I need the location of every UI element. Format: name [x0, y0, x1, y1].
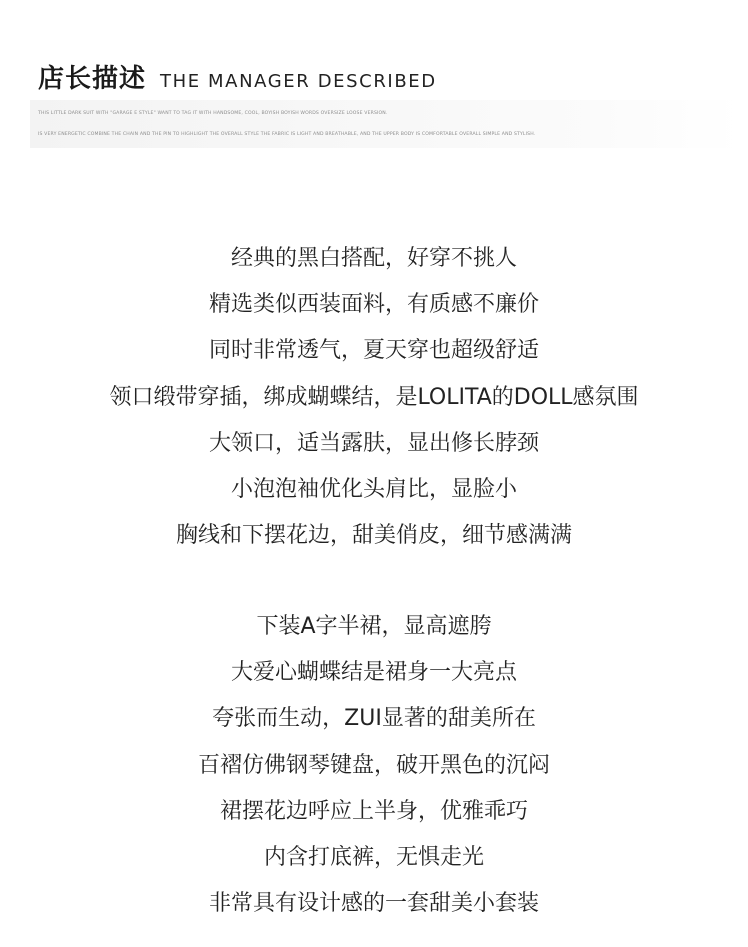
description-line: 百褶仿佛钢琴键盘，破开黑色的沉闷 — [197, 752, 550, 778]
top-description-block — [0, 236, 748, 559]
section-title-english: THE MANAGER DESCRIBED — [160, 71, 437, 92]
fine-print-line-2: IS VERY ENERGETIC COMBINE THE CHAIN AND THE PIN TO HIGHLIGHT THE OVERALL STYLE THE FABRIC IS LIGHT AND BREATHABLE, AND THE UPPER BODY IS COMFORTABLE OVERALL SIMPLE AND STYLISH. — [38, 132, 536, 137]
fine-print-line-1: THIS LITTLE DARK SUIT WITH "GARAGE E STYLE" WANT TO TAG IT WITH HANDSOME, COOL, BOYISH BOYISH WORDS OVERSIZE LOOSE VERSION. — [38, 111, 388, 116]
fine-print-band — [30, 100, 742, 148]
description-line: 内含打底裤，无惧走光 — [263, 844, 484, 870]
description-line: 大爱心蝴蝶结是裙身一大亮点 — [230, 660, 517, 686]
description-line: 胸线和下摆花边，甜美俏皮，细节感满满 — [175, 523, 572, 549]
description-line: 夸张而生动，ZUI显著的甜美所在 — [212, 706, 536, 732]
description-line: 精选类似西装面料，有质感不廉价 — [208, 292, 539, 318]
description-line: 下装A字半裙，显高遮胯 — [256, 614, 492, 639]
description-line: 大领口，适当露肤，显出修长脖颈 — [208, 430, 539, 456]
description-line: 非常具有设计感的一套甜美小套装 — [208, 891, 539, 917]
description-line: 小泡泡袖优化头肩比，显脸小 — [230, 476, 517, 502]
section-title-chinese: 店长描述 — [38, 64, 147, 94]
description-line: 裙摆花边呼应上半身，优雅乖巧 — [219, 798, 528, 824]
section-header — [38, 58, 437, 95]
bottom-description-block — [0, 604, 748, 927]
description-line: 同时非常透气，夏天穿也超级舒适 — [208, 338, 539, 364]
description-line: 经典的黑白搭配，好穿不挑人 — [230, 246, 517, 271]
description-line: 领口缎带穿插，绑成蝴蝶结，是LOLITA的DOLL感氛围 — [109, 384, 639, 410]
